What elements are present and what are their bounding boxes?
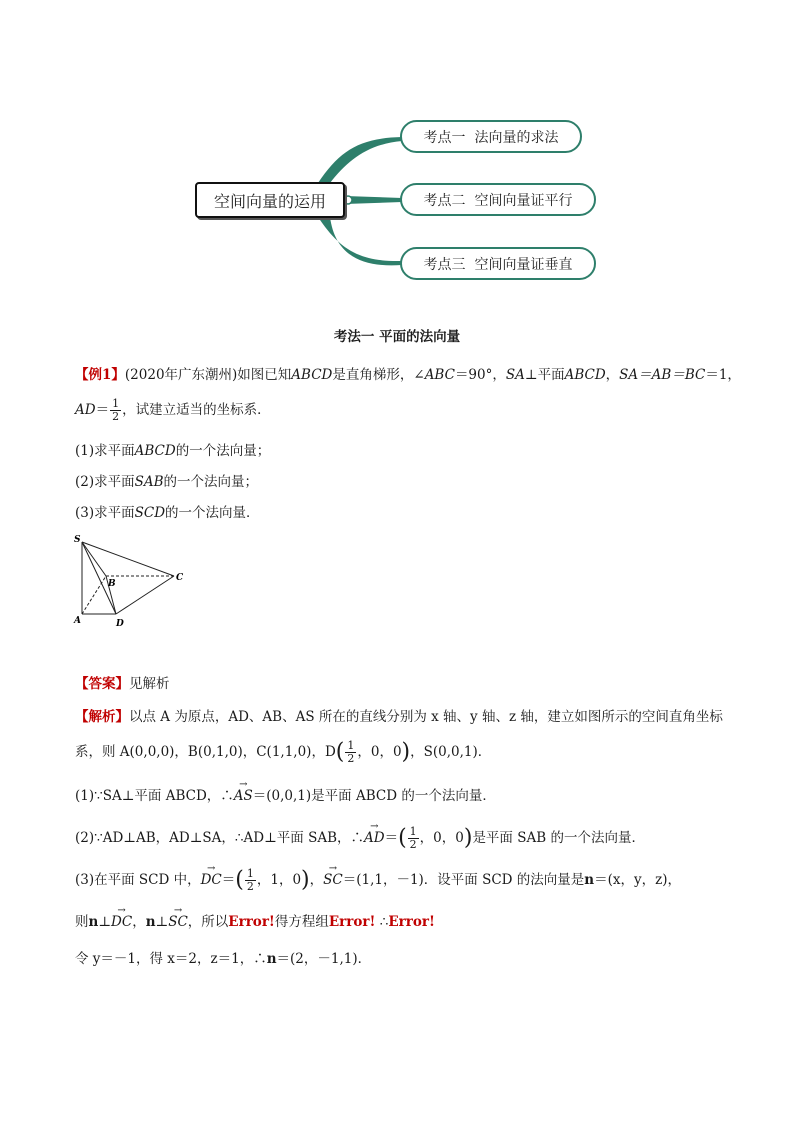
paren: (: [235, 867, 244, 893]
analysis-text: ＝(2，－1,1)．: [276, 951, 372, 967]
fraction-denominator: 2: [246, 880, 254, 893]
pyramid-figure: [70, 530, 200, 630]
paren: ): [301, 867, 310, 893]
example-line-1: [75, 364, 741, 386]
vector-DC: → DC: [111, 911, 132, 933]
branch-connector-2: [345, 196, 402, 204]
label-A: A: [74, 616, 81, 626]
analysis-text: 是平面 SAB 的一个法向量．: [472, 830, 645, 846]
edge-DC: [116, 576, 174, 614]
analysis-text: ，所以: [187, 914, 229, 930]
analysis-tag: 【解析】: [75, 709, 129, 725]
question-text: 的一个法向量；: [163, 474, 259, 490]
label-D: D: [116, 619, 124, 629]
analysis-text: ，: [132, 914, 146, 930]
example-text: 是直角梯形，∠: [332, 367, 425, 383]
example-text: ＝1，: [705, 367, 741, 383]
vector-n: n: [88, 914, 99, 930]
question-text: (1)求平面: [75, 443, 135, 459]
example-source: (2020年广东潮州): [124, 367, 238, 383]
mind-map: [0, 0, 794, 300]
label-C: C: [176, 573, 184, 583]
paren: ): [401, 739, 411, 765]
example-text: ，: [605, 367, 620, 383]
analysis-text: ，0，0: [357, 744, 402, 760]
example-text: SA＝AB＝BC: [619, 367, 706, 383]
example-text: AD: [75, 402, 96, 418]
analysis-text: 令 y＝－1，得 x＝2，z＝1，∴: [75, 951, 267, 967]
mind-map-branch-2: 考点二 空间向量证平行: [400, 183, 596, 216]
analysis-text: (3)在平面 SCD 中，: [75, 872, 201, 888]
analysis-text: 则: [75, 914, 89, 930]
vector-AD: → AD: [364, 827, 385, 849]
analysis-text: ⊥: [98, 914, 112, 930]
vector-n: n: [145, 914, 156, 930]
analysis-text: (1)∵SA⊥平面 ABCD，∴: [75, 788, 234, 804]
question-text: (3)求平面: [75, 505, 135, 521]
question-text: SCD: [134, 505, 166, 521]
label-S: S: [74, 535, 81, 545]
example-text: SA: [505, 367, 525, 383]
example-line-2: [75, 398, 271, 423]
analysis-text: ，0，0: [419, 830, 464, 846]
mind-map-branch-3: 考点三 空间向量证垂直: [400, 247, 596, 280]
analysis-step-1: [75, 785, 496, 807]
question-3: [75, 502, 260, 524]
analysis-text: ＝(0,0,1)是平面 ABCD 的一个法向量．: [252, 788, 496, 804]
paren: ): [463, 825, 473, 851]
analysis-text: 以点 A 为原点，AD、AB、AS 所在的直线分别为 x 轴、y 轴、z 轴，建立如图所示的空间直角坐标: [129, 709, 723, 725]
section-title: 考法一 平面的法向量: [333, 329, 461, 345]
edge-AB: [82, 576, 106, 614]
answer-text: 见解析: [129, 676, 170, 692]
analysis-text: ，1，0: [256, 872, 302, 888]
mind-map-branch-1: 考点一 法向量的求法: [400, 120, 582, 153]
answer-line: [75, 673, 170, 695]
question-text: 的一个法向量；: [175, 443, 271, 459]
vector-n: n: [584, 872, 595, 888]
question-text: 的一个法向量．: [165, 505, 260, 521]
analysis-text: 得方程组: [274, 914, 329, 930]
analysis-text: ，: [309, 872, 324, 888]
vector-AS: → AS: [234, 785, 253, 807]
question-1: [75, 440, 270, 462]
analysis-text: (2)∵AD⊥AB，AD⊥SA，∴AD⊥平面 SAB，∴: [75, 830, 364, 846]
fraction-half: [110, 398, 121, 423]
mind-map-branches: [0, 0, 794, 300]
example-text: ⊥平面: [524, 367, 565, 383]
mind-map-root: 空间向量的运用: [195, 182, 345, 218]
fraction-numerator: 1: [347, 739, 355, 752]
analysis-line-2: [75, 740, 491, 765]
fraction-denominator: 2: [347, 752, 355, 765]
analysis-line-1: [75, 706, 723, 728]
example-text: ＝90°，: [454, 367, 506, 383]
question-text: (2)求平面: [75, 474, 135, 490]
analysis-text: ＝: [221, 872, 236, 888]
example-text: ABCD: [564, 367, 606, 383]
example-text: ，试建立适当的坐标系．: [122, 402, 271, 418]
analysis-text: ＝: [384, 830, 399, 846]
branch-hub: [344, 196, 352, 204]
fraction-denominator: 2: [112, 410, 120, 423]
error-text: Error!: [228, 914, 275, 930]
analysis-step-4: [75, 911, 435, 933]
example-text: ABCD: [291, 367, 333, 383]
question-text: ABCD: [134, 443, 176, 459]
analysis-text: ∴: [375, 914, 389, 930]
error-text: Error!: [328, 914, 376, 930]
answer-tag: 【答案】: [75, 676, 129, 692]
analysis-text: ⊥: [155, 914, 169, 930]
analysis-text: ＝(x，y，z)，: [594, 872, 682, 888]
example-text: 如图已知: [237, 367, 292, 383]
edge-SB: [82, 542, 106, 576]
analysis-step-3: [75, 868, 681, 893]
analysis-text: 系，则 A(0,0,0)，B(0,1,0)，C(1,1,0)，D: [75, 744, 336, 760]
example-text: ＝: [95, 402, 110, 418]
error-text: Error!: [388, 914, 435, 930]
example-tag: 【例1】: [75, 367, 125, 383]
fraction-half: [245, 868, 256, 893]
vector-DC: → DC: [201, 869, 222, 891]
paren: (: [398, 825, 407, 851]
question-2: [75, 471, 258, 493]
label-B: B: [108, 579, 116, 589]
analysis-step-2: [75, 826, 645, 851]
vector-n: n: [266, 951, 277, 967]
example-text: ABC: [424, 367, 455, 383]
fraction-numerator: 1: [409, 825, 417, 838]
branch-connector-3: [318, 217, 402, 265]
question-text: SAB: [134, 474, 164, 490]
paren: (: [335, 739, 345, 765]
vector-SC: → SC: [323, 869, 343, 891]
fraction-half: [345, 740, 356, 765]
fraction-numerator: 1: [246, 867, 254, 880]
analysis-text: ，S(0,0,1)．: [410, 744, 492, 760]
analysis-step-5: [75, 948, 371, 970]
branch-connector-1: [318, 137, 402, 183]
fraction-numerator: 1: [112, 397, 120, 410]
fraction-half: [408, 826, 419, 851]
fraction-denominator: 2: [409, 838, 417, 851]
vector-SC: → SC: [168, 911, 188, 933]
analysis-text: ＝(1,1，－1)．设平面 SCD 的法向量是: [342, 872, 585, 888]
